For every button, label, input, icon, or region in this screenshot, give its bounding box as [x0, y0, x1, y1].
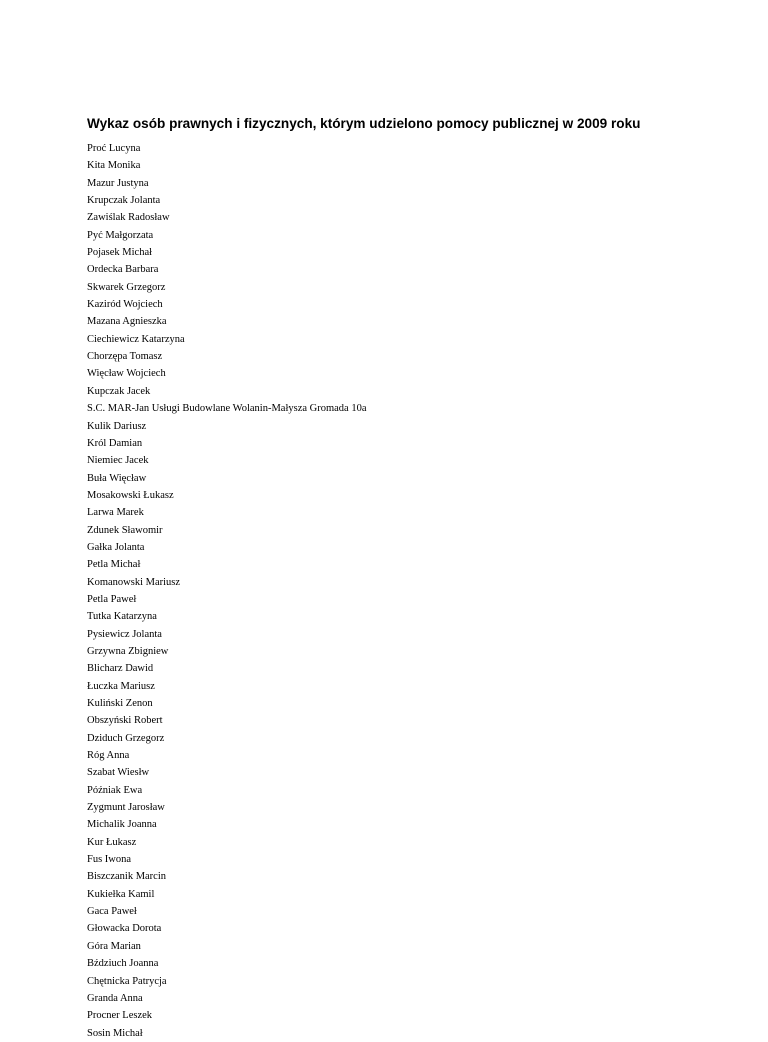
list-item: Dziduch Grzegorz [87, 732, 165, 744]
list-item: Kita Monika [87, 160, 141, 172]
list-item: Krupczak Jolanta [87, 195, 161, 207]
list-item: Chorzępa Tomasz [87, 351, 163, 363]
list-item: Larwa Marek [87, 507, 144, 519]
list-item: Mosakowski Łukasz [87, 489, 174, 501]
list-item: Pyć Małgorzata [87, 229, 154, 241]
list-item: Róg Anna [87, 750, 130, 762]
list-item: Łuczka Mariusz [87, 680, 155, 692]
list-item: Proć Lucyna [87, 143, 141, 154]
list-item: Biszczanik Marcin [87, 871, 167, 883]
list-item: Procner Leszek [87, 1010, 153, 1022]
list-item: Blicharz Dawid [87, 663, 154, 675]
list-item: Kuliński Zenon [87, 698, 153, 709]
list-item: Późniak Ewa [87, 784, 143, 796]
list-item: Michalik Joanna [87, 819, 157, 831]
list-item: Pojasek Michał [87, 247, 153, 259]
list-item: Grzywna Zbigniew [87, 645, 169, 657]
list-item: Chętnicka Patrycja [87, 975, 167, 987]
list-item: Skwarek Grzegorz [87, 281, 166, 293]
list-item: Fus Iwona [87, 854, 132, 866]
list-item: Głowacka Dorota [87, 923, 162, 935]
list-item: Góra Marian [87, 940, 141, 952]
list-item: Gaca Paweł [87, 906, 137, 918]
list-item: Więcław Wojciech [87, 368, 166, 380]
list-item: Granda Anna [87, 992, 143, 1004]
list-item: Zdunek Sławomir [87, 524, 163, 536]
list-item: Niemiec Jacek [87, 455, 149, 467]
list-item: Gałka Jolanta [87, 541, 145, 553]
list-item: Obszyński Robert [87, 715, 163, 727]
list-item: Zygmunt Jarosław [87, 802, 165, 814]
list-item: Kur Łukasz [87, 836, 137, 848]
list-item: Zawiślak Radosław [87, 212, 170, 224]
list-item: Mazana Agnieszka [87, 316, 167, 328]
list-item: Pysiewicz Jolanta [87, 628, 162, 640]
list-item: Buła Więcław [87, 472, 147, 484]
list-item: Sosin Michał [87, 1027, 143, 1039]
list-item: Ordecka Barbara [87, 264, 159, 276]
list-item: Mazur Justyna [87, 177, 149, 189]
list-item: Tutka Katarzyna [87, 611, 157, 623]
list-item: Petla Michał [87, 559, 141, 571]
list-item: Petla Paweł [87, 593, 137, 605]
list-item: Szabat Wiesłw [87, 767, 150, 779]
list-item: Bździuch Joanna [87, 958, 159, 970]
list-item: Kulik Dariusz [87, 420, 147, 432]
list-item: S.C. MAR-Jan Usługi Budowlane Wolanin-Małysza Gromada 10a [87, 403, 367, 415]
list-item: Kaziród Wojciech [87, 299, 163, 311]
document-title: Wykaz osób prawnych i fizycznych, którym udzielono pomocy publicznej w 2009 roku [87, 116, 641, 131]
list-item: Ciechiewicz Katarzyna [87, 333, 185, 345]
recipient-list [87, 140, 367, 1042]
list-item: Kukiełka Kamil [87, 888, 155, 900]
list-item: Kupczak Jacek [87, 385, 151, 397]
list-item: Król Damian [87, 437, 143, 449]
list-item: Komanowski Mariusz [87, 576, 181, 588]
